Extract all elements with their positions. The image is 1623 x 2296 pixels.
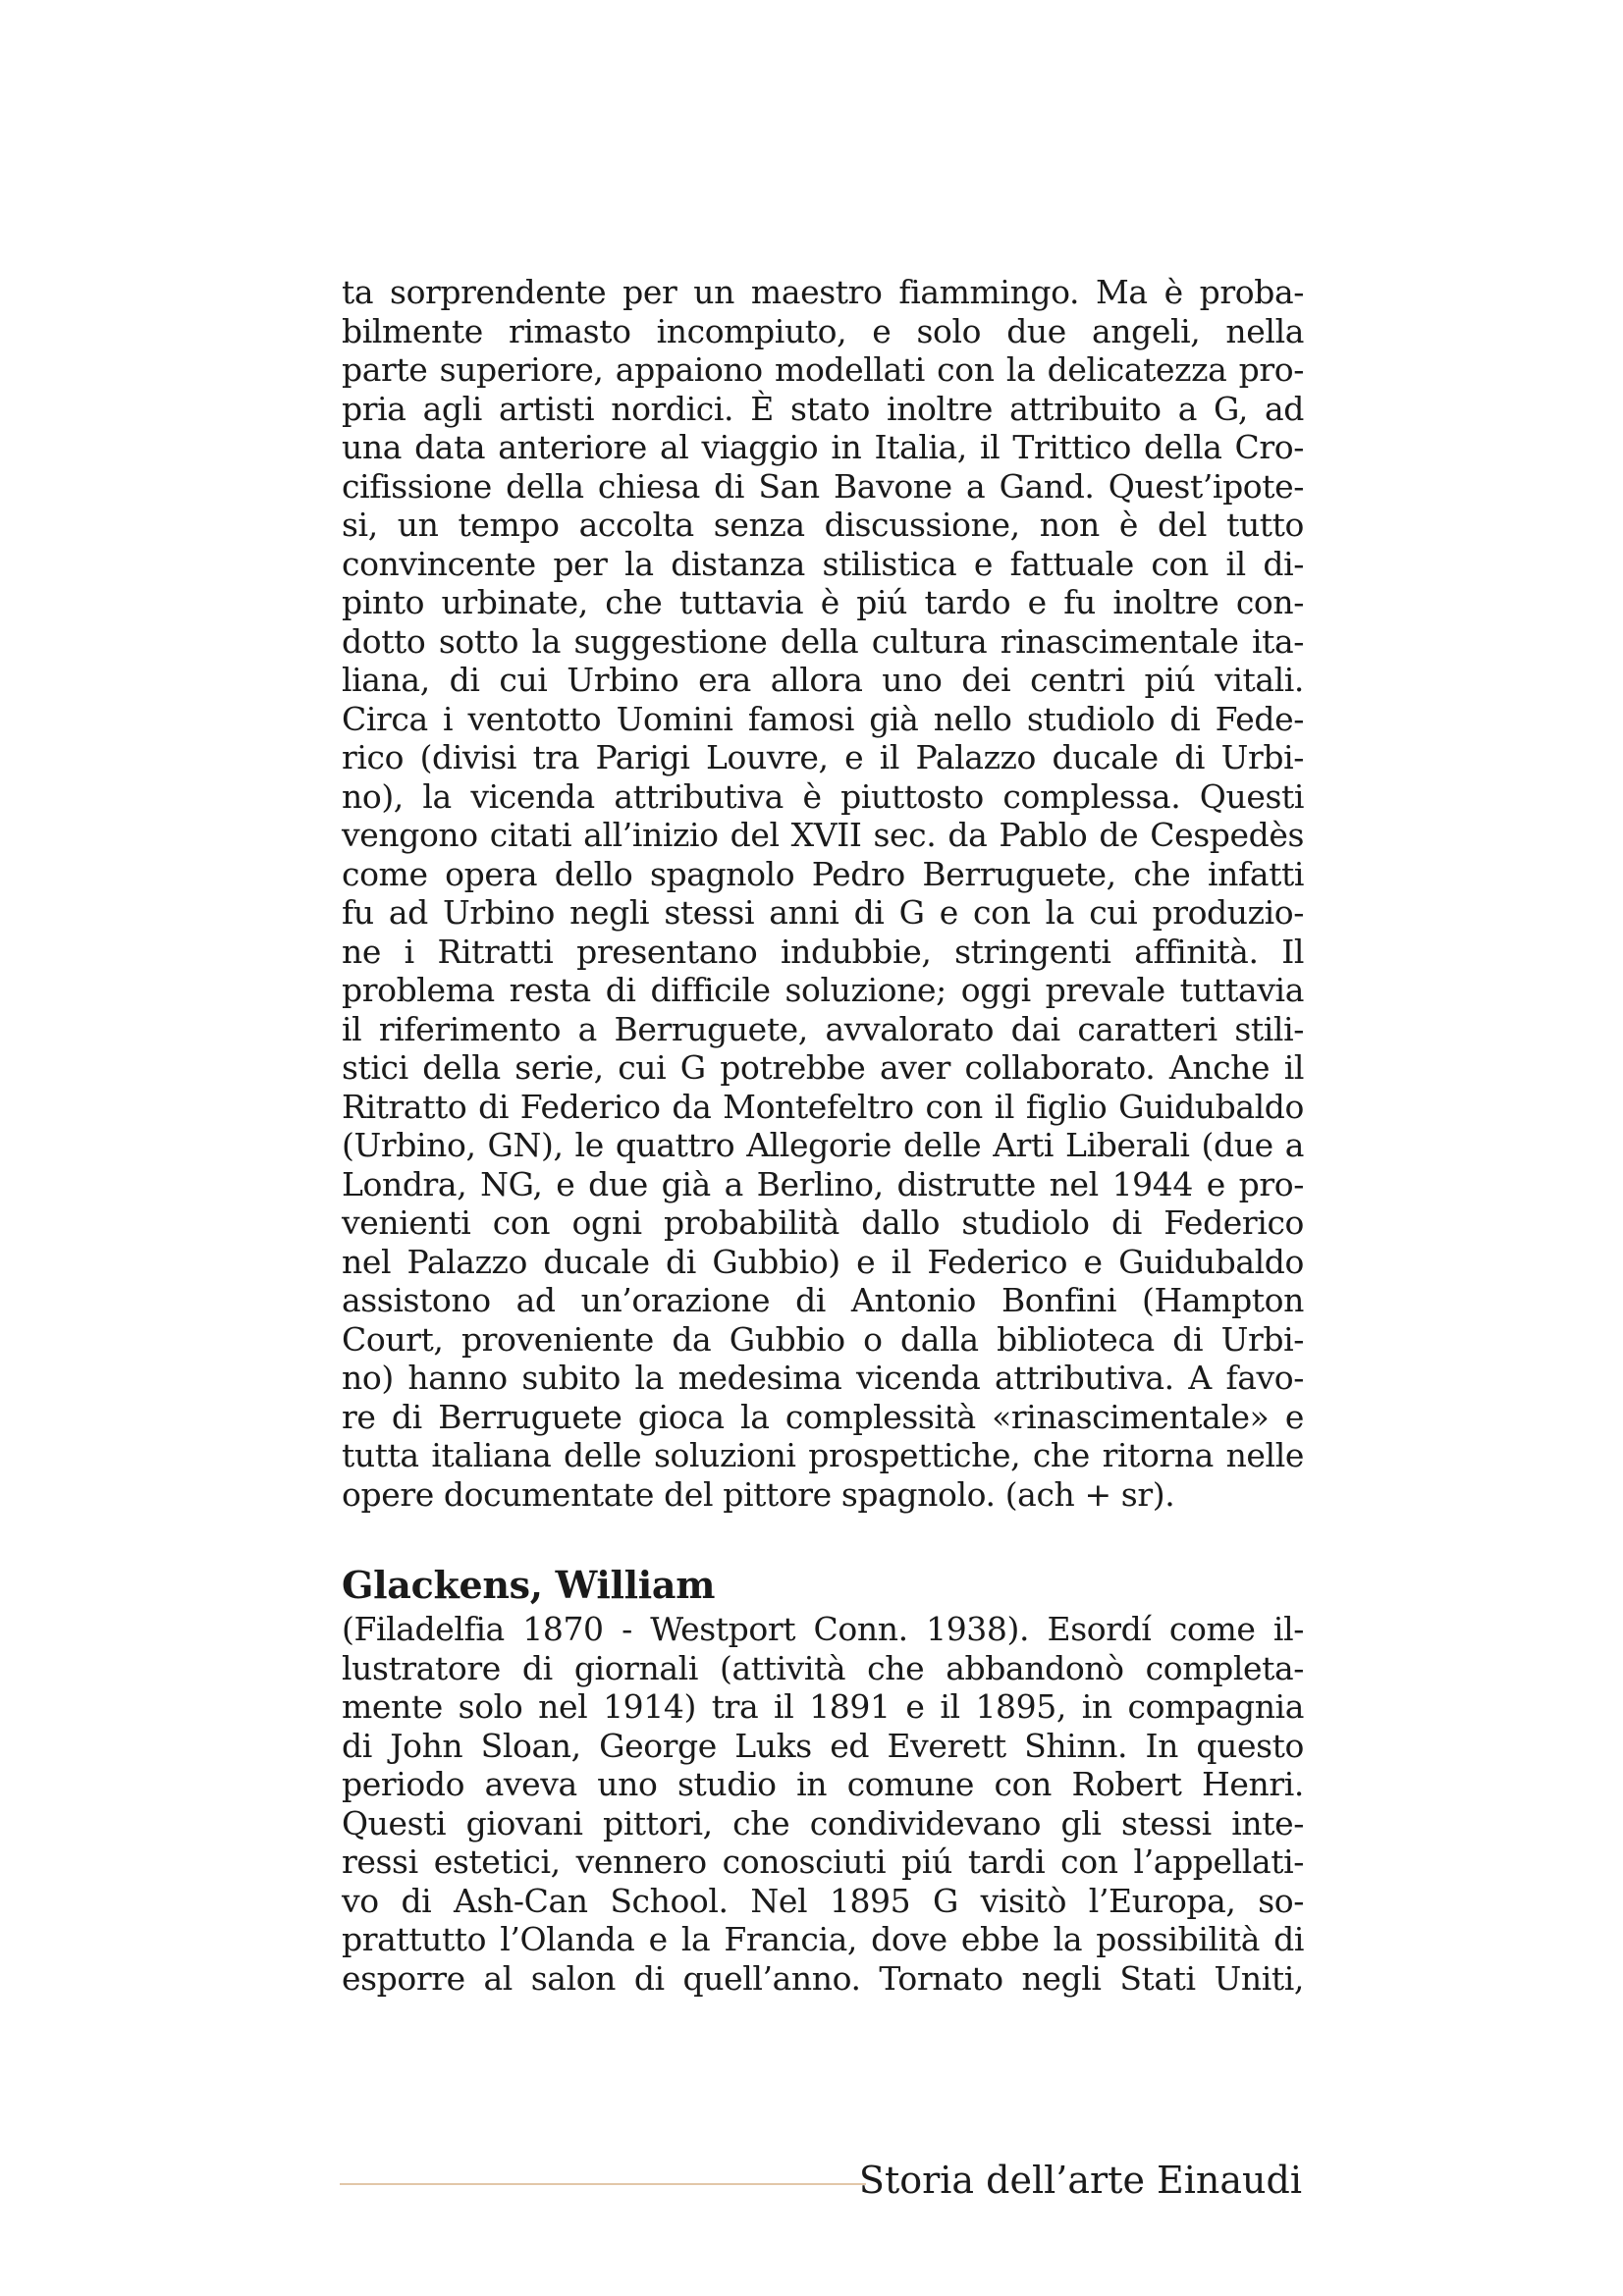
text-line: Londra, NG, e due già a Berlino, distrutte nel 1944 e pro- xyxy=(342,1164,1304,1203)
text-line: re di Berruguete gioca la complessità «rinascimentale» e xyxy=(342,1397,1304,1436)
text-line: nel Palazzo ducale di Gubbio) e il Federico e Guidubaldo xyxy=(342,1242,1304,1281)
text-line: pria agli artisti nordici. È stato inoltre attribuito a G, ad xyxy=(342,389,1304,428)
text-line: liana, di cui Urbino era allora uno dei centri piú vitali. xyxy=(342,661,1304,699)
text-line: convincente per la distanza stilistica e fattuale con il di- xyxy=(342,544,1304,583)
text-line: ne i Ritratti presentano indubbie, stringenti affinità. Il xyxy=(342,932,1304,971)
text-line: Ritratto di Federico da Montefeltro con il figlio Guidubaldo xyxy=(342,1087,1304,1126)
text-line: il riferimento a Berruguete, avvalorato dai caratteri stili- xyxy=(342,1009,1304,1048)
text-line: pinto urbinate, che tuttavia è piú tardo e fu inoltre con- xyxy=(342,583,1304,621)
text-line: cifissione della chiesa di San Bavone a Gand. Quest’ipote- xyxy=(342,466,1304,506)
text-line: venienti con ogni probabilità dallo studiolo di Federico xyxy=(342,1203,1304,1242)
text-line: si, un tempo accolta senza discussione, non è del tutto xyxy=(342,506,1304,544)
text-line: tutta italiana delle soluzioni prospettiche, che ritorna nelle xyxy=(342,1436,1304,1474)
text-line: (Urbino, GN), le quattro Allegorie delle Arti Liberali (due a xyxy=(342,1126,1304,1164)
text-line: come opera dello spagnolo Pedro Berruguete, che infatti xyxy=(342,854,1304,893)
text-line: opere documentate del pittore spagnolo. (ach + sr). xyxy=(342,1474,1175,1514)
text-line: Circa i ventotto Uomini famosi già nello studiolo di Fede- xyxy=(342,699,1304,738)
text-line: dotto sotto la suggestione della cultura rinascimentale ita- xyxy=(342,621,1304,661)
text-line: lustratore di giornali (attività che abbandonò completa- xyxy=(342,1648,1304,1687)
text-line: bilmente rimasto incompiuto, e solo due angeli, nella xyxy=(342,311,1304,350)
text-line: problema resta di difficile soluzione; oggi prevale tuttavia xyxy=(342,971,1304,1009)
text-line: fu ad Urbino negli stessi anni di G e con la cui produzio- xyxy=(342,893,1304,932)
text-line: periodo aveva uno studio in comune con Robert Henri. xyxy=(342,1765,1304,1803)
text-line: mente solo nel 1914) tra il 1891 e il 1895, in compagnia xyxy=(342,1687,1304,1726)
page-text xyxy=(342,273,1304,1998)
text-line: di John Sloan, George Luks ed Everett Shinn. In questo xyxy=(342,1726,1304,1765)
text-line: vengono citati all’inizio del XVII sec. da Pablo de Cespedès xyxy=(342,816,1304,854)
text-line: ressi estetici, vennero conosciuti piú tardi con l’appellati- xyxy=(342,1842,1304,1881)
entry-body xyxy=(342,1610,1304,1998)
text-line: esporre al salon di quell’anno. Tornato negli Stati Uniti, xyxy=(342,1958,1304,1998)
text-line: stici della serie, cui G potrebbe aver collaborato. Anche il xyxy=(342,1048,1304,1087)
text-line: Court, proveniente da Gubbio o dalla biblioteca di Urbi- xyxy=(342,1319,1304,1359)
footer-rule xyxy=(340,2183,866,2185)
text-line: prattutto l’Olanda e la Francia, dove ebbe la possibilità di xyxy=(342,1920,1304,1958)
text-line: no) hanno subito la medesima vicenda attributiva. A favo- xyxy=(342,1359,1304,1397)
text-line: ta sorprendente per un maestro fiammingo. Ma è proba- xyxy=(342,273,1304,311)
footer-publication-label: Storia dell’arte Einaudi xyxy=(858,2159,1302,2202)
text-line: vo di Ash-Can School. Nel 1895 G visitò l’Europa, so- xyxy=(342,1881,1304,1920)
paragraph-continued xyxy=(342,273,1304,1514)
text-line: rico (divisi tra Parigi Louvre, e il Palazzo ducale di Urbi- xyxy=(342,738,1304,776)
text-line: (Filadelfia 1870 - Westport Conn. 1938). Esordí come il- xyxy=(342,1610,1304,1648)
entry-heading: Glackens, William xyxy=(342,1563,716,1607)
text-line: no), la vicenda attributiva è piuttosto complessa. Questi xyxy=(342,776,1304,816)
text-line: Questi giovani pittori, che condividevano gli stessi inte- xyxy=(342,1803,1304,1842)
text-line: una data anteriore al viaggio in Italia, il Trittico della Cro- xyxy=(342,428,1304,466)
text-line: assistono ad un’orazione di Antonio Bonfini (Hampton xyxy=(342,1281,1304,1319)
text-line: parte superiore, appaiono modellati con la delicatezza pro- xyxy=(342,350,1304,389)
